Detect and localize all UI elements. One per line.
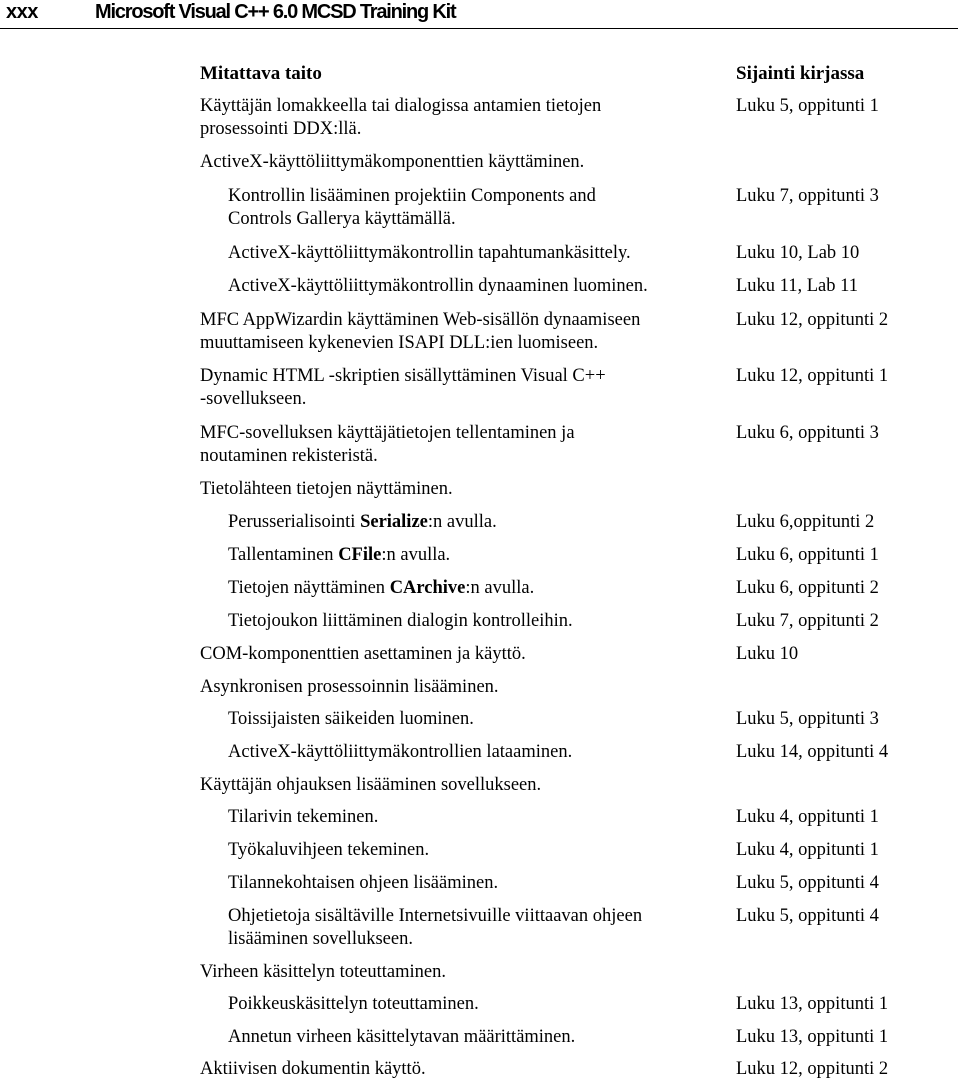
class-keyword: CFile [338,545,382,565]
location-cell: Luku 5, oppitunti 3 [736,709,879,729]
skill-cell [200,676,499,699]
skill-cell [228,577,534,600]
skill-text: Toissijaisten säikeiden luominen. [228,709,474,729]
page-header [0,0,960,28]
skill-cell [228,275,648,298]
location-cell: Luku 10 [736,644,799,664]
skill-text: Käyttäjän lomakkeella tai dialogissa antamien tietojen [200,96,602,116]
skill-text: -sovellukseen. [200,389,307,409]
skill-cell [228,993,479,1016]
skill-cell [228,806,378,829]
skill-text: Annetun virheen käsittelytavan määrittäminen. [228,1027,576,1047]
skill-text-pre: Perusserialisointi [228,512,361,532]
class-keyword: CArchive [389,578,466,598]
skill-text: Tietolähteen tietojen näyttäminen. [200,479,453,499]
skill-cell [200,478,453,501]
skill-text: Tilannekohtaisen ohjeen lisääminen. [228,873,499,893]
skill-cell [228,242,631,265]
location-cell: Luku 5, oppitunti 1 [736,96,879,116]
skill-text: Tilarivin tekeminen. [228,807,379,827]
location-cell: Luku 4, oppitunti 1 [736,840,879,860]
skill-cell [228,610,573,633]
location-cell: Luku 5, oppitunti 4 [736,906,879,926]
location-cell: Luku 14, oppitunti 4 [736,742,889,762]
location-cell: Luku 7, oppitunti 2 [736,611,879,631]
skill-text: ActiveX-käyttöliittymäkontrollien lataaminen. [228,742,573,762]
skill-text: noutaminen rekisteristä. [200,446,378,466]
page-number: xxx [6,1,38,23]
location-cell: Luku 6,oppitunti 2 [736,512,875,532]
skill-cell [200,961,446,984]
skill-text: Ohjetietoja sisältäville Internetsivuille viittaavan ohjeen [228,906,643,926]
skill-text-post: :n avulla. [465,578,535,598]
skill-text: ActiveX-käyttöliittymäkomponenttien käyttäminen. [200,152,585,172]
location-cell: Luku 6, oppitunti 2 [736,578,879,598]
location-cell: Luku 12, oppitunti 1 [736,366,889,386]
location-cell: Luku 10, Lab 10 [736,243,860,263]
skill-cell [200,643,526,666]
skill-text: Dynamic HTML -skriptien sisällyttäminen Visual C++ [200,366,606,386]
skill-text: Controls Gallerya käyttämällä. [228,209,456,229]
skill-cell [200,309,640,355]
skill-cell [228,511,497,534]
skill-cell [228,872,498,895]
location-cell: Luku 6, oppitunti 1 [736,545,879,565]
skill-cell [228,544,450,567]
skill-cell [200,1058,426,1081]
skill-cell [228,185,596,231]
skill-text: Kontrollin lisääminen projektiin Components and [228,186,596,206]
skill-text: muuttamiseen kykenevien ISAPI DLL:ien luomiseen. [200,333,599,353]
column-header-skill: Mitattava taito [200,63,322,84]
skill-text: COM-komponenttien asettaminen ja käyttö. [200,644,526,664]
skill-text: Tietojoukon liittäminen dialogin kontrolleihin. [228,611,573,631]
skill-text: Poikkeuskäsittelyn toteuttaminen. [228,994,479,1014]
skill-text: prosessointi DDX:llä. [200,119,362,139]
skill-text: MFC-sovelluksen käyttäjätietojen tellentaminen ja [200,423,575,443]
skill-cell [200,95,601,141]
skill-text: lisääminen sovellukseen. [228,929,413,949]
skill-text-post: :n avulla. [381,545,451,565]
skill-cell [200,422,575,468]
book-title: Microsoft Visual C++ 6.0 MCSD Training Kit [95,1,456,23]
skill-text: Käyttäjän ohjauksen lisääminen sovellukseen. [200,775,542,795]
skill-text [228,511,497,534]
location-cell: Luku 6, oppitunti 3 [736,423,879,443]
skill-text [228,577,534,600]
location-cell: Luku 12, oppitunti 2 [736,310,889,330]
skill-text: Virheen käsittelyn toteuttaminen. [200,962,447,982]
skill-text [228,544,450,567]
class-keyword: Serialize [360,512,428,532]
skill-text: Työkaluvihjeen tekeminen. [228,840,430,860]
skill-cell [228,708,474,731]
skill-text: ActiveX-käyttöliittymäkontrollin dynaaminen luominen. [228,276,648,296]
location-cell: Luku 5, oppitunti 4 [736,873,879,893]
skill-text: ActiveX-käyttöliittymäkontrollin tapahtumankäsittely. [228,243,631,263]
skill-text: MFC AppWizardin käyttäminen Web-sisällön dynaamiseen [200,310,641,330]
skill-cell [200,365,606,411]
skill-text: Aktiivisen dokumentin käyttö. [200,1059,426,1079]
skill-cell [228,741,572,764]
skill-text-pre: Tietojen näyttäminen [228,578,390,598]
skill-cell [228,839,429,862]
skill-text: Asynkronisen prosessoinnin lisääminen. [200,677,499,697]
location-cell: Luku 11, Lab 11 [736,276,858,296]
skill-cell [200,774,541,797]
skill-text-pre: Tallentaminen [228,545,339,565]
location-cell: Luku 7, oppitunti 3 [736,186,879,206]
skill-cell [200,151,584,174]
location-cell: Luku 12, oppitunti 2 [736,1059,889,1079]
header-rule [0,28,958,29]
location-cell: Luku 13, oppitunti 1 [736,994,889,1014]
skill-cell [228,1026,575,1049]
skill-cell [228,905,642,951]
location-cell: Luku 4, oppitunti 1 [736,807,879,827]
column-header-location: Sijainti kirjassa [736,63,865,84]
skill-text-post: :n avulla. [427,512,497,532]
location-cell: Luku 13, oppitunti 1 [736,1027,889,1047]
